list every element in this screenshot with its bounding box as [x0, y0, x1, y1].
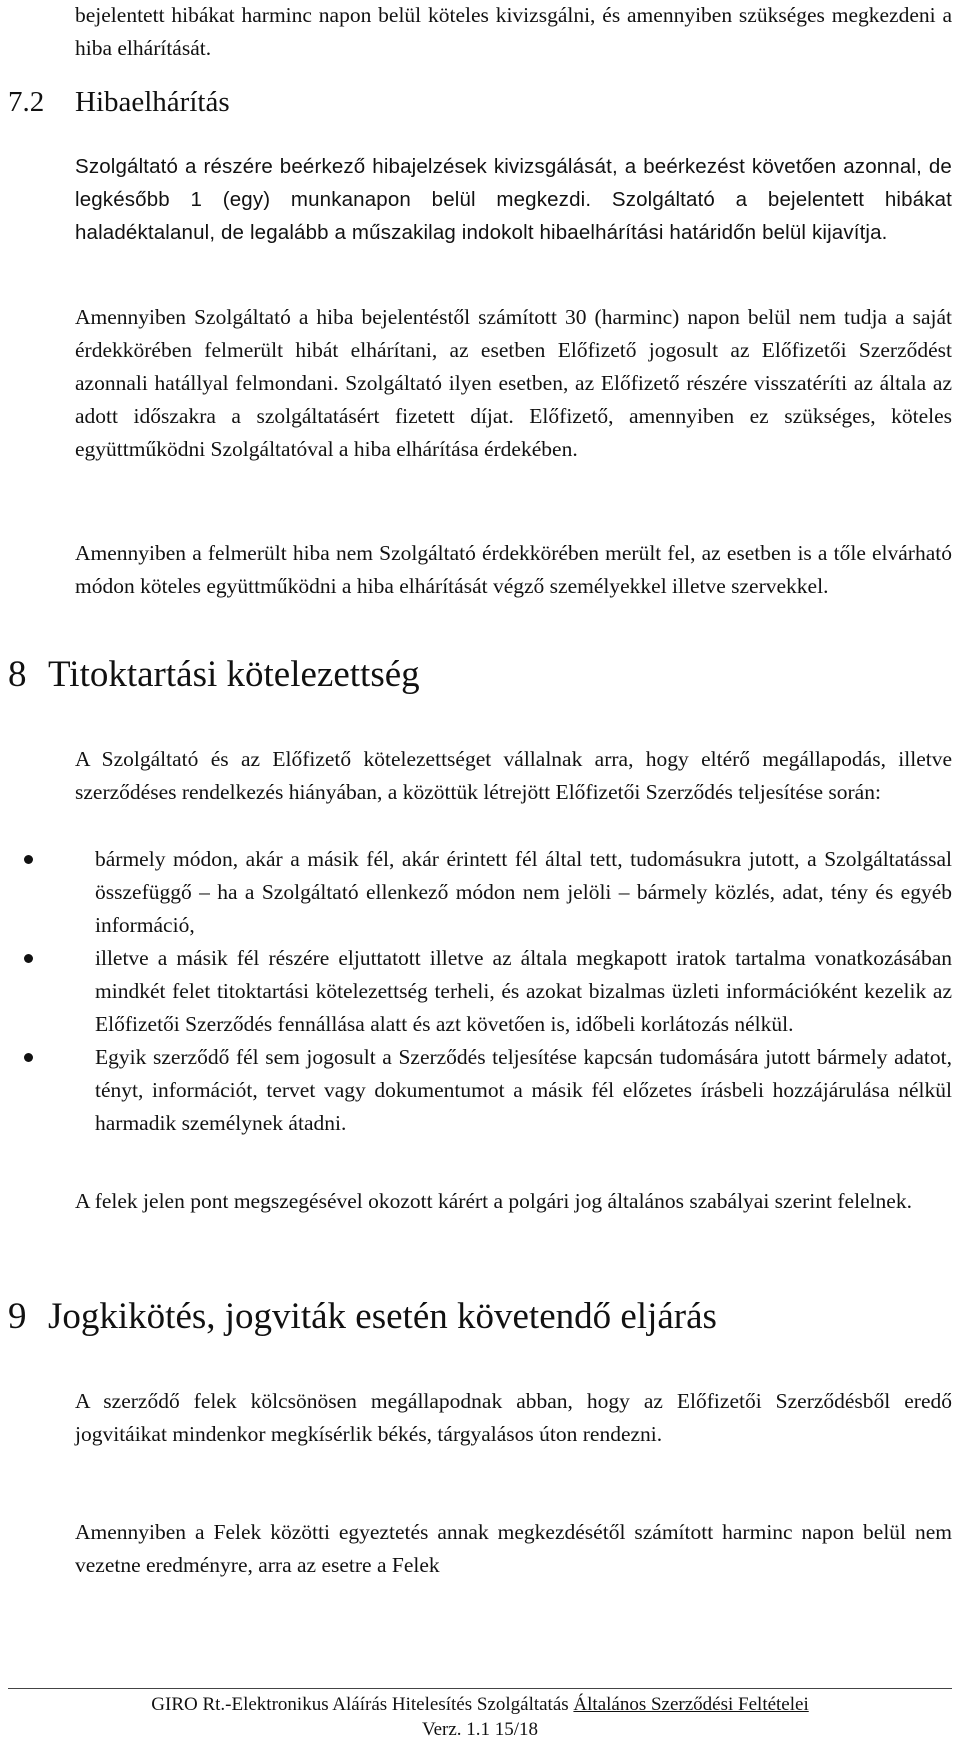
footer-divider [8, 1688, 952, 1689]
section-8-heading [8, 653, 420, 696]
section-7-2-paragraph-3: Amennyiben a felmerült hiba nem Szolgáltató érdekkörében merült fel, az esetben is a tőle elvárható módon köteles együttműködni a hiba elhárítását végző személyekkel illetve szervekkel. [75, 541, 952, 598]
section-9-heading [8, 1295, 717, 1338]
bullet-icon [24, 1053, 33, 1062]
footer-version: Verz. 1.1 15/18 [421, 1719, 539, 1740]
section-7-2-paragraph-2: Amennyiben Szolgáltató a hiba bejelentéstől számított 30 (harminc) napon belül nem tudja a saját érdekkörében felmerült hibát elhárítani, az esetben Előfizető jogosult az Előfizetői Szerződést azonnali hatállyal felmondani. Szolgáltató ilyen esetben, az Előfizető részére visszatéríti az általa az adott időszakra a szolgáltatásért fizetett díjat. Előfizető, amennyiben ez szükséges, köteles együttműködni Szolgáltatóval a hiba elhárítása érdekében. [75, 305, 952, 461]
bullet-icon [24, 855, 33, 864]
section-7-2-paragraph-1: Szolgáltató a részére beérkező hibajelzések kivizsgálását, a beérkezést követően azonnal, de legkésőbb 1 (egy) munkanapon belül megkezdi. Szolgáltató a bejelentett hibákat haladéktalanul, de legalább a műszakilag indokolt hibaelhárítási határidőn belül kijavítja. [75, 155, 952, 244]
footer-title: GIRO Rt.-Elektronikus Aláírás Hitelesítés Szolgáltatás Általános Szerződési Feltételei [151, 1694, 809, 1715]
section-7-2-heading [8, 86, 230, 119]
list-item: Egyik szerződő fél sem jogosult a Szerződés teljesítése kapcsán tudomására jutott bármely adatot, tényt, információt, tervet vagy dokumentumot a másik fél előzetes írásbeli hozzájárulása nélkül harmadik személynek átadni. [0, 1041, 952, 1140]
section-8-bullet-list [0, 843, 952, 1140]
intro-paragraph: bejelentett hibákat harminc napon belül köteles kivizsgálni, és amennyiben szükséges megkezdeni a hiba elhárítását. [75, 3, 952, 60]
section-9-paragraph-1: A szerződő felek kölcsönösen megállapodnak abban, hogy az Előfizetői Szerződésből eredő jogvitáikat mindenkor megkísérlik békés, tárgyalásos úton rendezni. [75, 1389, 952, 1446]
section-8-closing: A felek jelen pont megszegésével okozott kárért a polgári jog általános szabályai szerint felelnek. [75, 1189, 912, 1213]
section-8-number: 8 [8, 654, 27, 695]
list-item: bármely módon, akár a másik fél, akár érintett fél által tett, tudomásukra jutott, a Szolgáltatással összefüggő – ha a Szolgáltató ellenkező módon nem jelöli – bármely közlés, adat, tény és egyéb információ, [0, 843, 952, 942]
section-8-title: Titoktartási kötelezettség [48, 654, 420, 695]
list-item: illetve a másik fél részére eljuttatott illetve az általa megkapott iratok tartalma vonatkozásában mindkét felet titoktartási kötelezettség terheli, és azokat bizalmas üzleti információként kezelik az Előfizetői Szerződés fennállása alatt és azt követően is, időbeli korlátozás nélkül. [0, 942, 952, 1041]
bullet-icon [24, 954, 33, 963]
section-9-paragraph-2: Amennyiben a Felek közötti egyeztetés annak megkezdésétől számított harminc napon belül nem vezetne eredményre, arra az esetre a Felek [75, 1520, 952, 1577]
section-8-intro: A Szolgáltató és az Előfizető kötelezettséget vállalnak arra, hogy eltérő megállapodás, illetve szerződéses rendelkezés hiányában, a közöttük létrejött Előfizetői Szerződés teljesítése során: [75, 747, 952, 804]
section-7-2-title: Hibaelhárítás [75, 86, 230, 118]
section-7-2-number: 7.2 [8, 86, 45, 118]
section-9-title: Jogkikötés, jogviták esetén követendő eljárás [48, 1296, 717, 1337]
section-9-number: 9 [8, 1296, 27, 1337]
